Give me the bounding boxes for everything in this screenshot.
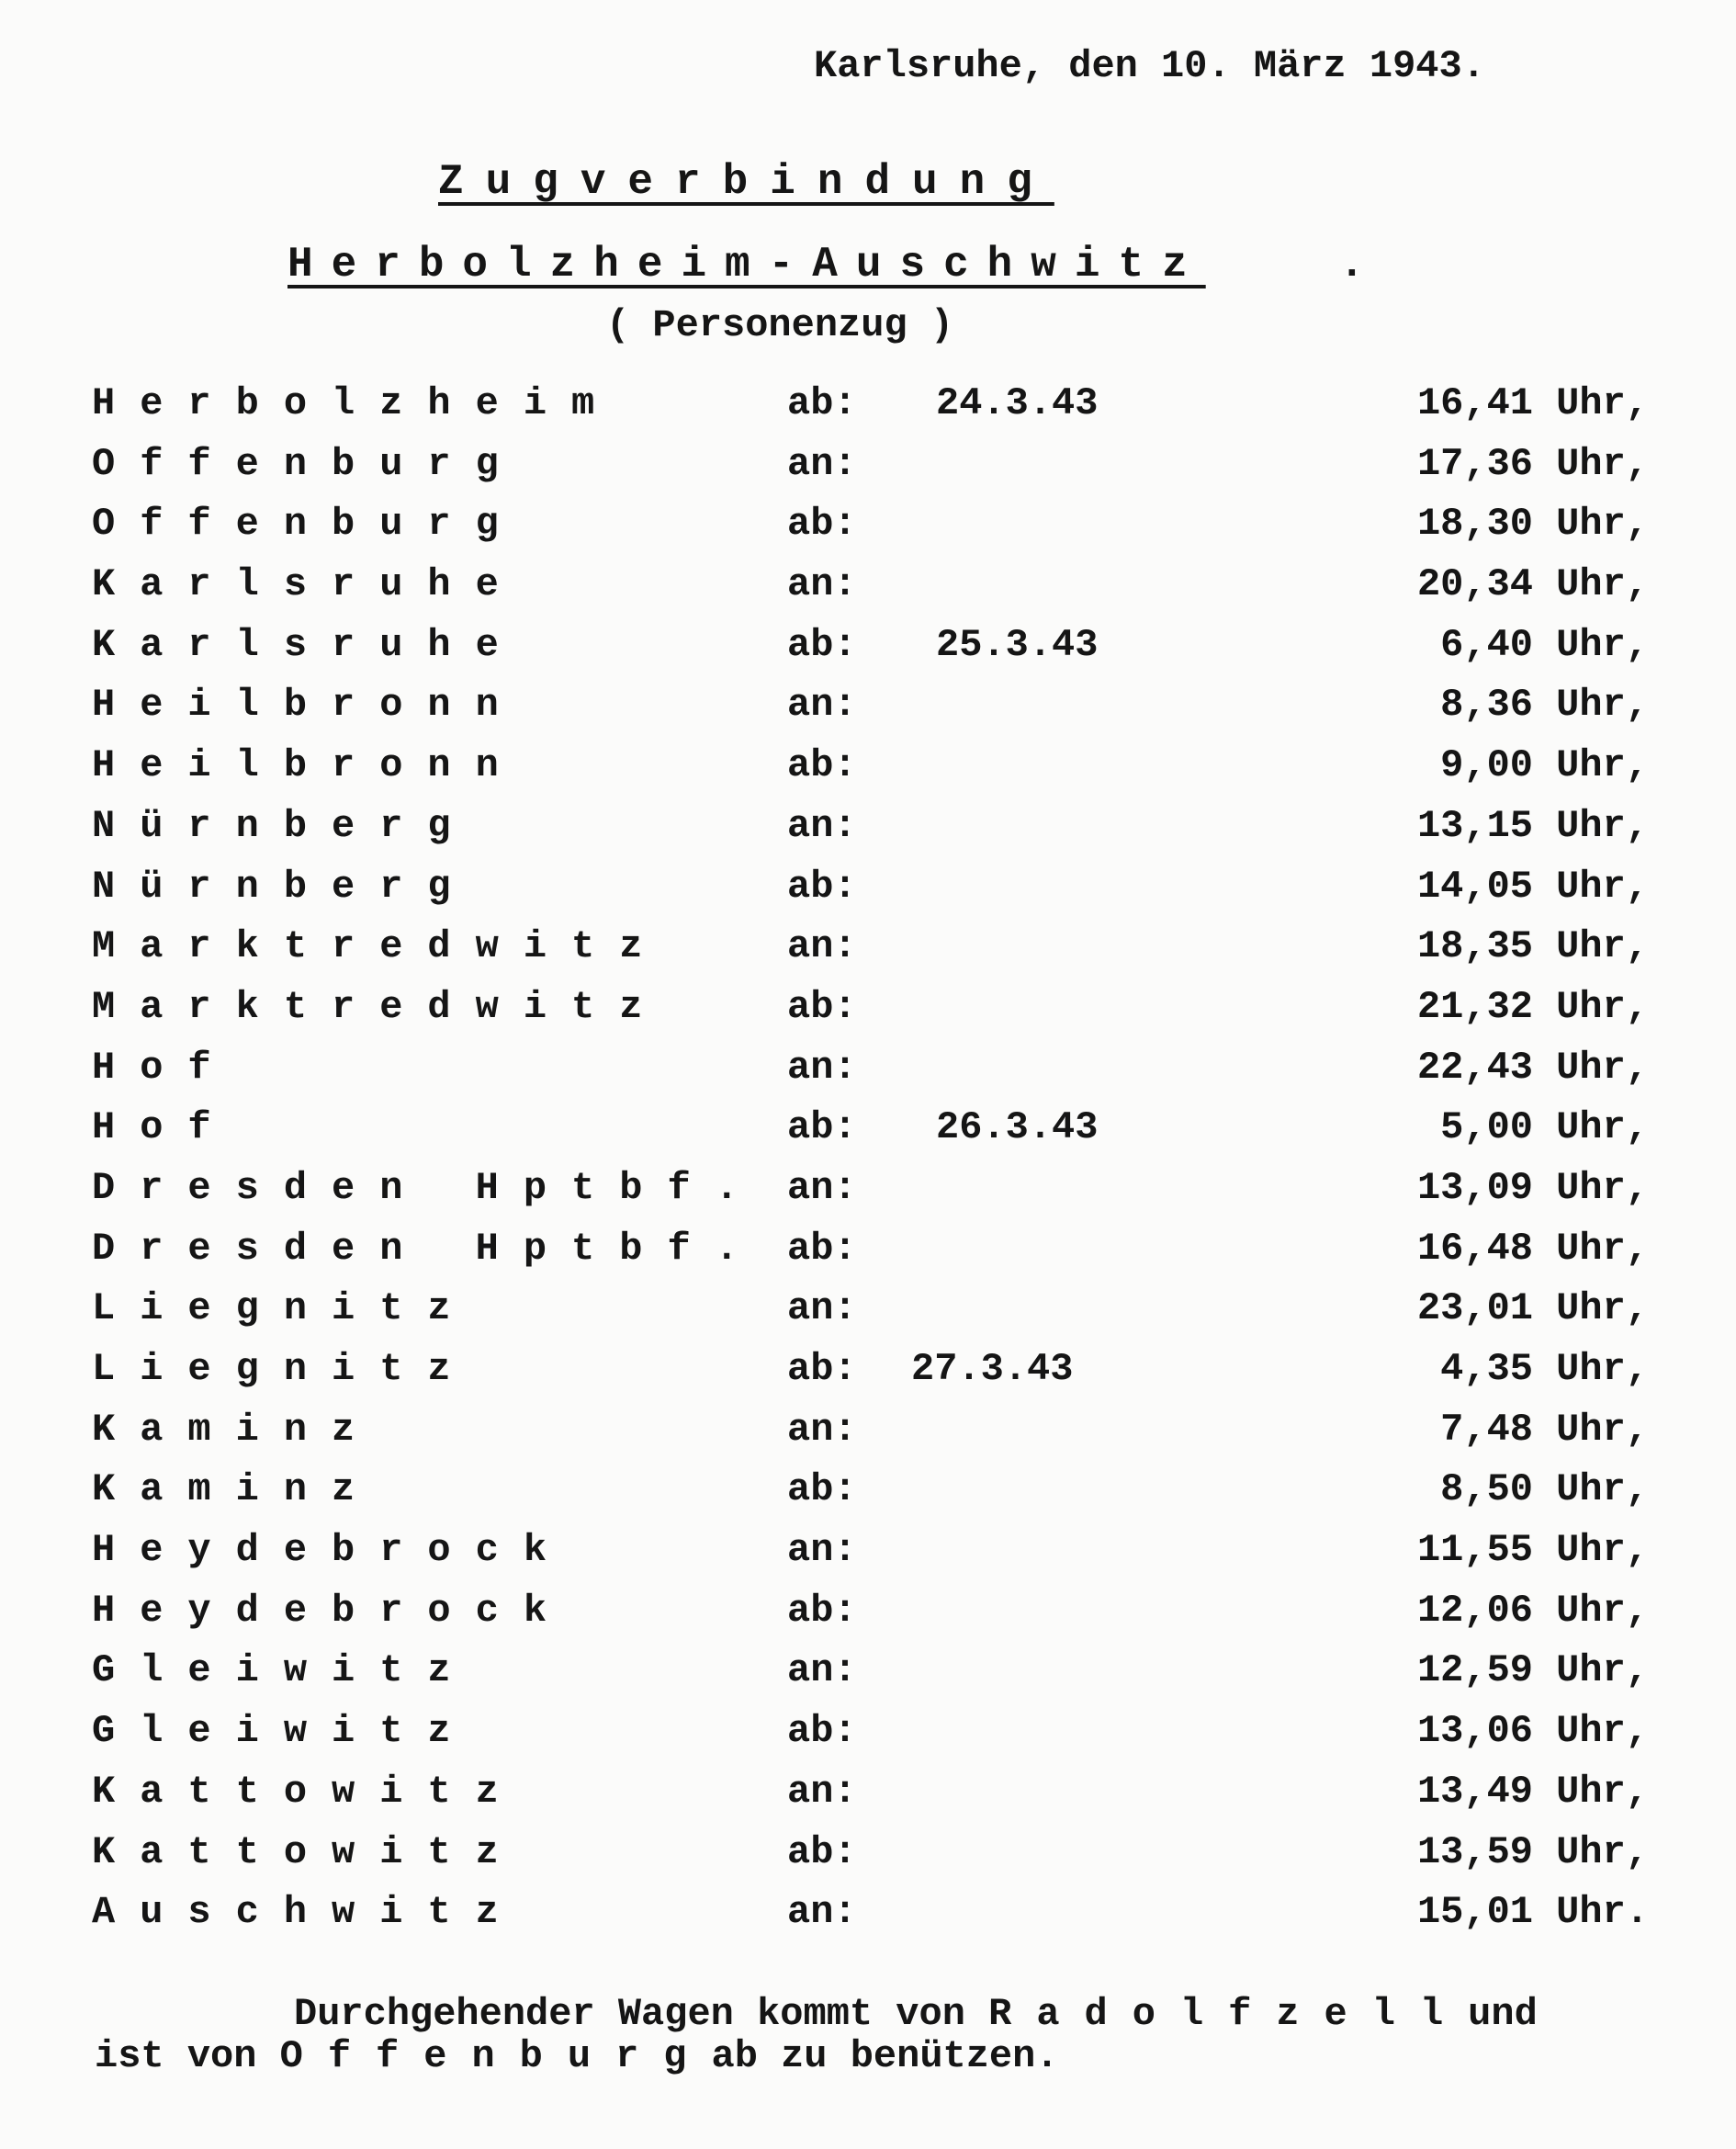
- station-name: Dresden Hptbf.: [92, 1226, 763, 1271]
- table-row: [0, 1589, 1736, 1649]
- time: 22,43 Uhr,: [1416, 1045, 1649, 1090]
- arrival-departure: ab:: [787, 1467, 857, 1512]
- time: 15,01 Uhr.: [1416, 1890, 1649, 1935]
- station-name: Auschwitz: [92, 1890, 524, 1935]
- table-row: [0, 1046, 1736, 1106]
- table-row: [0, 1286, 1736, 1347]
- time: 6,40 Uhr,: [1440, 622, 1649, 667]
- table-row: [0, 804, 1736, 865]
- footer-text: Durchgehender Wagen kommt von: [294, 1992, 989, 2036]
- station-name: Offenburg: [92, 502, 524, 547]
- station-name: Nürnberg: [92, 864, 476, 909]
- station-name: Heilbronn: [92, 683, 524, 728]
- table-row: [0, 985, 1736, 1046]
- time: 13,09 Uhr,: [1416, 1165, 1649, 1210]
- travel-date: 27.3.43: [911, 1347, 1074, 1391]
- arrival-departure: ab:: [787, 1829, 857, 1874]
- arrival-departure: ab:: [787, 1709, 857, 1754]
- station-name: Marktredwitz: [92, 984, 668, 1029]
- travel-date: 25.3.43: [936, 622, 1099, 667]
- station-name: Offenburg: [92, 441, 524, 486]
- footer-text: ist von: [95, 2034, 280, 2078]
- route-title-period: .: [1339, 241, 1365, 288]
- arrival-departure: ab:: [787, 743, 857, 788]
- station-name: Kaminz: [92, 1467, 380, 1512]
- station-name: Marktredwitz: [92, 924, 668, 969]
- table-row: [0, 442, 1736, 503]
- arrival-departure: an:: [787, 1528, 857, 1573]
- time: 14,05 Uhr,: [1416, 864, 1649, 909]
- table-row: [0, 1105, 1736, 1166]
- time: 18,35 Uhr,: [1416, 924, 1649, 969]
- time: 23,01 Uhr,: [1416, 1286, 1649, 1331]
- table-row: [0, 743, 1736, 804]
- station-name: Liegnitz: [92, 1286, 476, 1331]
- table-row: [0, 1408, 1736, 1468]
- place-date: Karlsruhe, den 10. März 1943.: [814, 44, 1485, 88]
- arrival-departure: an:: [787, 1045, 857, 1090]
- footer-text: ab zu benützen.: [711, 2034, 1059, 2078]
- table-row: [0, 562, 1736, 623]
- arrival-departure: an:: [787, 1165, 857, 1210]
- time: 8,36 Uhr,: [1440, 683, 1649, 728]
- arrival-departure: ab:: [787, 984, 857, 1029]
- time: 18,30 Uhr,: [1416, 502, 1649, 547]
- time: 16,48 Uhr,: [1416, 1226, 1649, 1271]
- station-name: Kattowitz: [92, 1829, 524, 1874]
- footer-station-offenburg: Offenburg: [279, 2034, 712, 2078]
- table-row: [0, 1166, 1736, 1227]
- time: 4,35 Uhr,: [1440, 1347, 1649, 1391]
- arrival-departure: an:: [787, 924, 857, 969]
- table-row: [0, 623, 1736, 684]
- table-row: [0, 1528, 1736, 1589]
- station-name: Liegnitz: [92, 1347, 476, 1391]
- arrival-departure: an:: [787, 1286, 857, 1331]
- train-type: ( Personenzug ): [606, 303, 954, 347]
- time: 7,48 Uhr,: [1440, 1407, 1649, 1452]
- table-row: [0, 1467, 1736, 1528]
- table-row: [0, 502, 1736, 562]
- station-name: Karlsruhe: [92, 622, 524, 667]
- time: 13,15 Uhr,: [1416, 803, 1649, 848]
- arrival-departure: an:: [787, 562, 857, 607]
- table-row: [0, 924, 1736, 985]
- arrival-departure: ab:: [787, 1226, 857, 1271]
- arrival-departure: ab:: [787, 381, 857, 425]
- arrival-departure: ab:: [787, 864, 857, 909]
- arrival-departure: an:: [787, 1890, 857, 1935]
- table-row: [0, 1890, 1736, 1951]
- time: 8,50 Uhr,: [1440, 1467, 1649, 1512]
- arrival-departure: an:: [787, 1769, 857, 1814]
- station-name: Hof: [92, 1105, 236, 1150]
- station-name: Karlsruhe: [92, 562, 524, 607]
- time: 11,55 Uhr,: [1416, 1528, 1649, 1573]
- arrival-departure: ab:: [787, 1347, 857, 1391]
- station-name: Heydebrock: [92, 1588, 572, 1633]
- time: 17,36 Uhr,: [1416, 441, 1649, 486]
- time: 13,59 Uhr,: [1416, 1829, 1649, 1874]
- travel-date: 24.3.43: [936, 381, 1099, 425]
- table-row: [0, 381, 1736, 442]
- table-row: [0, 1347, 1736, 1408]
- time: 16,41 Uhr,: [1416, 381, 1649, 425]
- table-row: [0, 865, 1736, 925]
- time: 5,00 Uhr,: [1440, 1105, 1649, 1150]
- time: 21,32 Uhr,: [1416, 984, 1649, 1029]
- table-row: [0, 1227, 1736, 1287]
- footer-note-line2: [95, 2034, 1059, 2078]
- document-title: Zugverbindung: [438, 158, 1054, 206]
- footer-station-radolfzell: Radolfzell: [988, 1992, 1469, 2036]
- arrival-departure: ab:: [787, 622, 857, 667]
- time: 12,06 Uhr,: [1416, 1588, 1649, 1633]
- footer-text: und: [1468, 1992, 1538, 2036]
- time: 13,06 Uhr,: [1416, 1709, 1649, 1754]
- time: 9,00 Uhr,: [1440, 743, 1649, 788]
- station-name: Kaminz: [92, 1407, 380, 1452]
- arrival-departure: an:: [787, 683, 857, 728]
- arrival-departure: an:: [787, 441, 857, 486]
- station-name: Heilbronn: [92, 743, 524, 788]
- time: 13,49 Uhr,: [1416, 1769, 1649, 1814]
- arrival-departure: an:: [787, 1648, 857, 1693]
- arrival-departure: ab:: [787, 1588, 857, 1633]
- station-name: Hof: [92, 1045, 236, 1090]
- table-row: [0, 683, 1736, 743]
- route-title: Herbolzheim-Auschwitz: [287, 241, 1206, 288]
- station-name: Heydebrock: [92, 1528, 572, 1573]
- station-name: Gleiwitz: [92, 1709, 476, 1754]
- table-row: [0, 1830, 1736, 1891]
- arrival-departure: ab:: [787, 1105, 857, 1150]
- table-row: [0, 1709, 1736, 1770]
- station-name: Kattowitz: [92, 1769, 524, 1814]
- station-name: Herbolzheim: [92, 381, 620, 425]
- table-row: [0, 1648, 1736, 1709]
- arrival-departure: ab:: [787, 502, 857, 547]
- footer-note-line1: [294, 1992, 1538, 2036]
- station-name: Dresden Hptbf.: [92, 1165, 763, 1210]
- arrival-departure: an:: [787, 803, 857, 848]
- station-name: Gleiwitz: [92, 1648, 476, 1693]
- time: 20,34 Uhr,: [1416, 562, 1649, 607]
- timetable: [0, 381, 1736, 1951]
- time: 12,59 Uhr,: [1416, 1648, 1649, 1693]
- station-name: Nürnberg: [92, 803, 476, 848]
- table-row: [0, 1770, 1736, 1830]
- travel-date: 26.3.43: [936, 1105, 1099, 1150]
- arrival-departure: an:: [787, 1407, 857, 1452]
